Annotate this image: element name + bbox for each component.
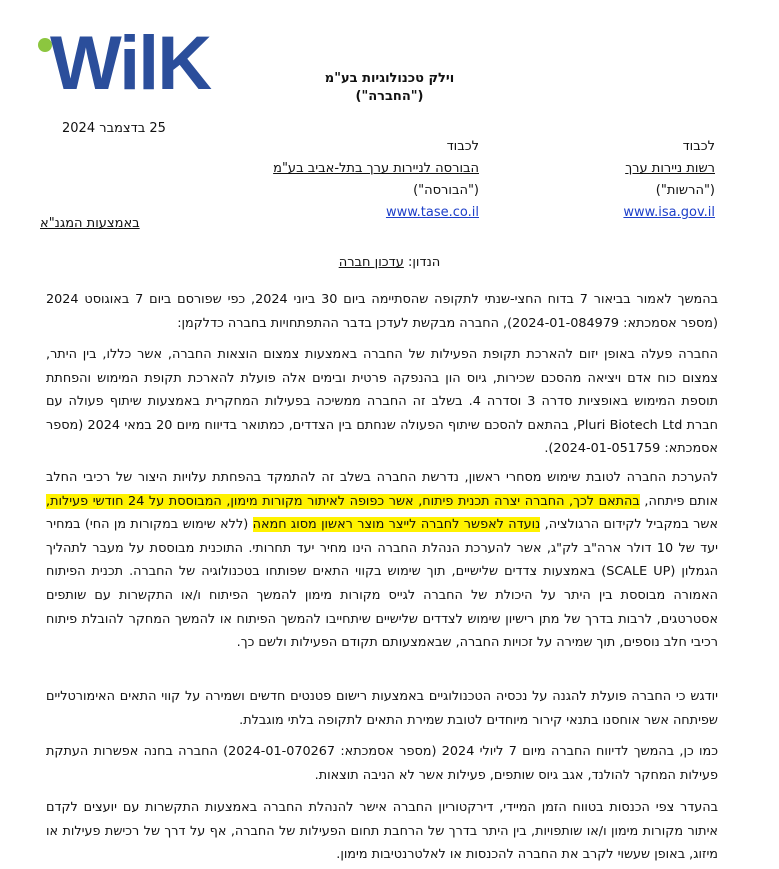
letter-date: 25 בדצמבר 2024 [62, 121, 166, 136]
addressee-tase-link[interactable]: www.tase.co.il [385, 205, 479, 220]
paragraph-5: כמו כן, בהמשך לדיווח החברה מיום 7 ליולי 2024 (מספר אסמכתא: 2024-01-070267) החברה בחנה אפשרות העתקת פעילות המחקר להולנד, אגב גיוס שותפים, פעילות אשר לא הניבה תוצאות. [46, 744, 718, 783]
paragraph-6: בהעדר צפי הכנסות בטווח הזמן המיידי, דירקטוריון החברה אישר להנהלת החברה באמצעות התקשרות עם יועצים לקדם איתור מקורות מימון ו/או שותפויות, בין היתר בדרך של הרחבת תחום הפעילות של החברה, אף על דרך של רכישת פעילות או מיזוג, באופן שעשוי לקרב את החברה להכנסות או לאלטרנטיבות מימון. [46, 800, 718, 863]
addressee-tase-short: ("הבורסה") [413, 183, 479, 198]
paragraph-4: יודגש כי החברה פועלת להגנה על נכסיה הטכנולוגיים באמצעות רישום פטנטים חדשים ושמירה על קווי התאים האימורטליים שפיתחה אשר אוחסנו בתנאי קירור מיוחדים לטובת שמירת התאים לתקופה בלתי מוגבלת. [46, 689, 718, 728]
subject-text: עדכון חברה [338, 255, 404, 270]
paragraph-1: בהמשך לאמור בביאור 7 בדוח החצי-שנתי לתקופה שהסתיימה ביום 30 ביוני 2024, כפי שפורסם ביום 7 באוגוסט 2024 (מספר אסמכתא: 2024-01-084979), החברה מבקשת לעדכן בדבר ההתפתחויות בחברה כדלקמן: [46, 292, 719, 331]
addressee-isa [495, 136, 715, 224]
subject-prefix: הנדון: [403, 255, 441, 270]
highlight-butter-product: נועדה לאפשר לחברה לייצר מוצר ראשון מסוג חמאה [252, 517, 541, 533]
addressee-tase-greeting: לכבוד [446, 139, 479, 154]
addressee-isa-greeting: לכבוד [682, 139, 715, 154]
addressee-tase [179, 136, 479, 224]
paragraph-3 [46, 466, 718, 655]
subject-line [0, 255, 779, 270]
paragraph-3-part-a: להערכת החברה לטובת שימוש מסחרי ראשון, נדרשת החברה בשלב זה להתמקד בהפחתת עלויות היצור של רכיבי החלב אותם פיתחה, [46, 470, 718, 509]
addressee-isa-link[interactable]: www.isa.gov.il [623, 205, 715, 220]
highlight-development-plan: בהתאם לכך, החברה יצרה תכנית פיתוח, אשר כפופה לאיתור מקורות מימון, המבוססת על 24 חודשי פעילות, [46, 493, 640, 509]
company-short-name: ("החברה") [355, 89, 424, 104]
addressee-tase-name: הבורסה לניירות ערך בתל-אביב בע"מ [273, 161, 479, 176]
company-name: וילק טכנולוגיות בע"מ [324, 71, 455, 86]
paragraph-3-part-b: אשר במקביל לקידום הרגולציה, [540, 517, 718, 533]
logo-wordmark: WilK [50, 21, 211, 106]
delivery-method: באמצעות המגנ"א [40, 216, 140, 231]
paragraph-3-part-c: (ללא שימוש במקורות מן החי) במחיר יעד של 10 דולר ארה"ב לק"ג, אשר להערכת הנהלת החברה הינו מחיר יעד תחרותי. התוכנית מבוססת על מעבר לתהליך הגמלון (SCALE UP) באמצעות צדדים שלישיים, תוך שימוש בקווי התאים שפותחו בטכנולוגיה של החברה. תכנית הפיתוח האמורה מבוססת בין היתר על היכולת של החברה לגייס מקורות מימון להמשך הפיתוח ו/או התקשרות עם שותפים אסטרטגים, לרבות בדרך של מתן רישיון שימוש לצדדים שלישיים שיתחייבו להמשך הפיתוח או להמשך המחקר להובלת פיתוח רכיבי חלב נוספים, תוך שמירה על זכויות החברה, שבאמצעותם תקודם הפעילות ולשם כך. [46, 517, 718, 651]
addressee-isa-name: רשות ניירות ערך [625, 161, 715, 176]
addressee-isa-short: ("הרשות") [655, 183, 715, 198]
paragraph-2: החברה פעלה באופן יזום להארכת תקופת הפעילות של החברה באמצעות צמצום הוצאות החברה, אשר כללו, בין היתר, צמצום כוח אדם ויציאה מהסכם שכירות, גיוס הון בהנפקה פרטית ובימים אלה פועלת להארכת תקופת המימוש והפחתת תוספת המימוש באופציות סדרה 3 וסדרה 4. בשלב זה החברה ממשיכה בפעילות המחקרית באמצעות שיתוף פעולה עם חברת Pluri Biotech Ltd, בהתאם להסכם שיתוף הפעולה שנחתם בין הצדדים, כמתואר בדיווח מיום 20 במאי 2024 (מספר אסמכתא: 2024-01-051759). [46, 347, 718, 457]
